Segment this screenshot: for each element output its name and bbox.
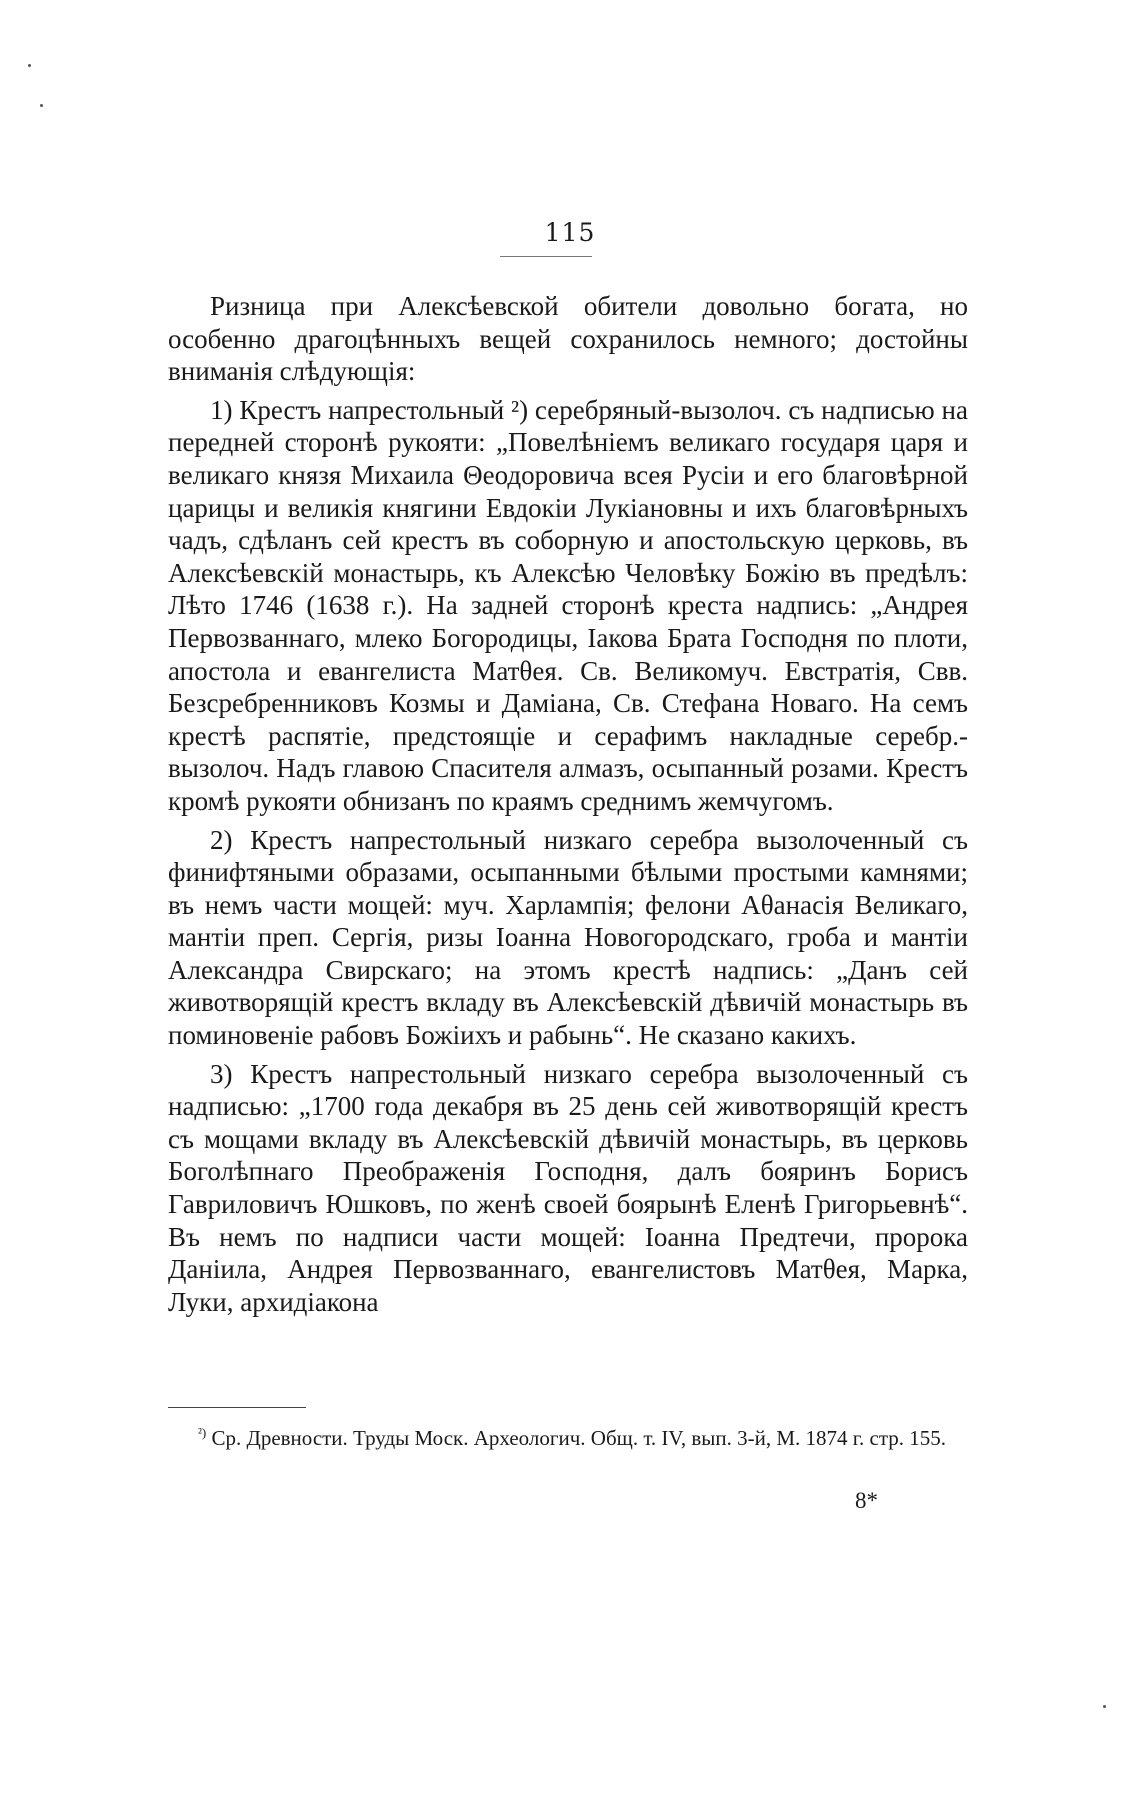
signature-mark: 8*: [855, 1488, 878, 1513]
footnote-text: Ср. Древности. Труды Моск. Археологич. Общ. т. IV, вып. 3-й, М. 1874 г. стр. 155.: [211, 1426, 947, 1450]
footnote-marker: ²): [198, 1425, 207, 1440]
paragraph-intro: Ризница при Алексѣевской обители довольно богата, но особенно драгоцѣнныхъ вещей сохранилось немного; достойны вниманія слѣдующія:: [168, 291, 968, 387]
scan-speck: [28, 64, 31, 67]
footnote: [168, 1418, 968, 1453]
body-text: [168, 290, 968, 1324]
footnote-rule: [168, 1407, 306, 1408]
header-rule: [500, 256, 592, 257]
scan-speck: [40, 104, 43, 107]
paragraph-item-3: 3) Крестъ напрестольный низкаго серебра вызолоченный съ надписью: „1700 года декабря въ 25 день сей животворящій крестъ съ мощами вкладу въ Алексѣевскій дѣвичій монастырь, въ церковь Боголѣпнаго Преображенія Господня, далъ бояринъ Борисъ Гавриловичъ Юшковъ, по женѣ своей боярынѣ Еленѣ Григорьевнѣ“. Въ немъ по надписи части мощей: Іоанна Предтечи, пророка Даніила, Андрея Первозваннаго, евангелистовъ Матθея, Марка, Луки, архидіакона: [168, 1058, 968, 1317]
page-number: 115: [544, 218, 596, 247]
paragraph-item-1: 1) Крестъ напрестольный ²) серебряный-вызолоч. съ надписью на передней сторонѣ рукояти: „Повелѣніемъ великаго государя царя и великаго князя Михаила Θеодоровича всея Русіи и его благовѣрной царицы и великія княгини Евдокіи Лукіановны и ихъ благовѣрныхъ чадъ, сдѣланъ сей крестъ въ соборную и апостольскую церковь, въ Алексѣевскій монастырь, къ Алексѣю Человѣку Божію въ предѣлъ: Лѣто 1746 (1638 г.). На задней сторонѣ креста надпись: „Андрея Первозваннаго, млеко Богородицы, Іакова Брата Господня по плоти, апостола и евангелиста Матθея. Св. Великомуч. Евстратія, Свв. Безсребренниковъ Козмы и Даміана, Св. Стефана Новаго. На семъ крестѣ распятіе, предстоящіе и серафимъ накладные серебр.-вызолоч. Надъ главою Спасителя алмазъ, осыпанный розами. Крестъ кромѣ рукояти обнизанъ по краямъ среднимъ жемчугомъ.: [168, 394, 968, 816]
paragraph-item-2: 2) Крестъ напрестольный низкаго серебра вызолоченный съ финифтяными образами, осыпанными бѣлыми простыми камнями; въ немъ части мощей: муч. Харлампія; фелони Аθанасія Великаго, мантіи преп. Сергія, ризы Іоанна Новогородскаго, гроба и мантіи Александра Свирскаго; на этомъ крестѣ надпись: „Данъ сей животворящій крестъ вкладу въ Алексѣевскій дѣвичій монастырь въ поминовеніе рабовъ Божіихъ и рабынь“. Не сказано какихъ.: [168, 824, 968, 1051]
scan-speck: [1103, 1705, 1106, 1708]
